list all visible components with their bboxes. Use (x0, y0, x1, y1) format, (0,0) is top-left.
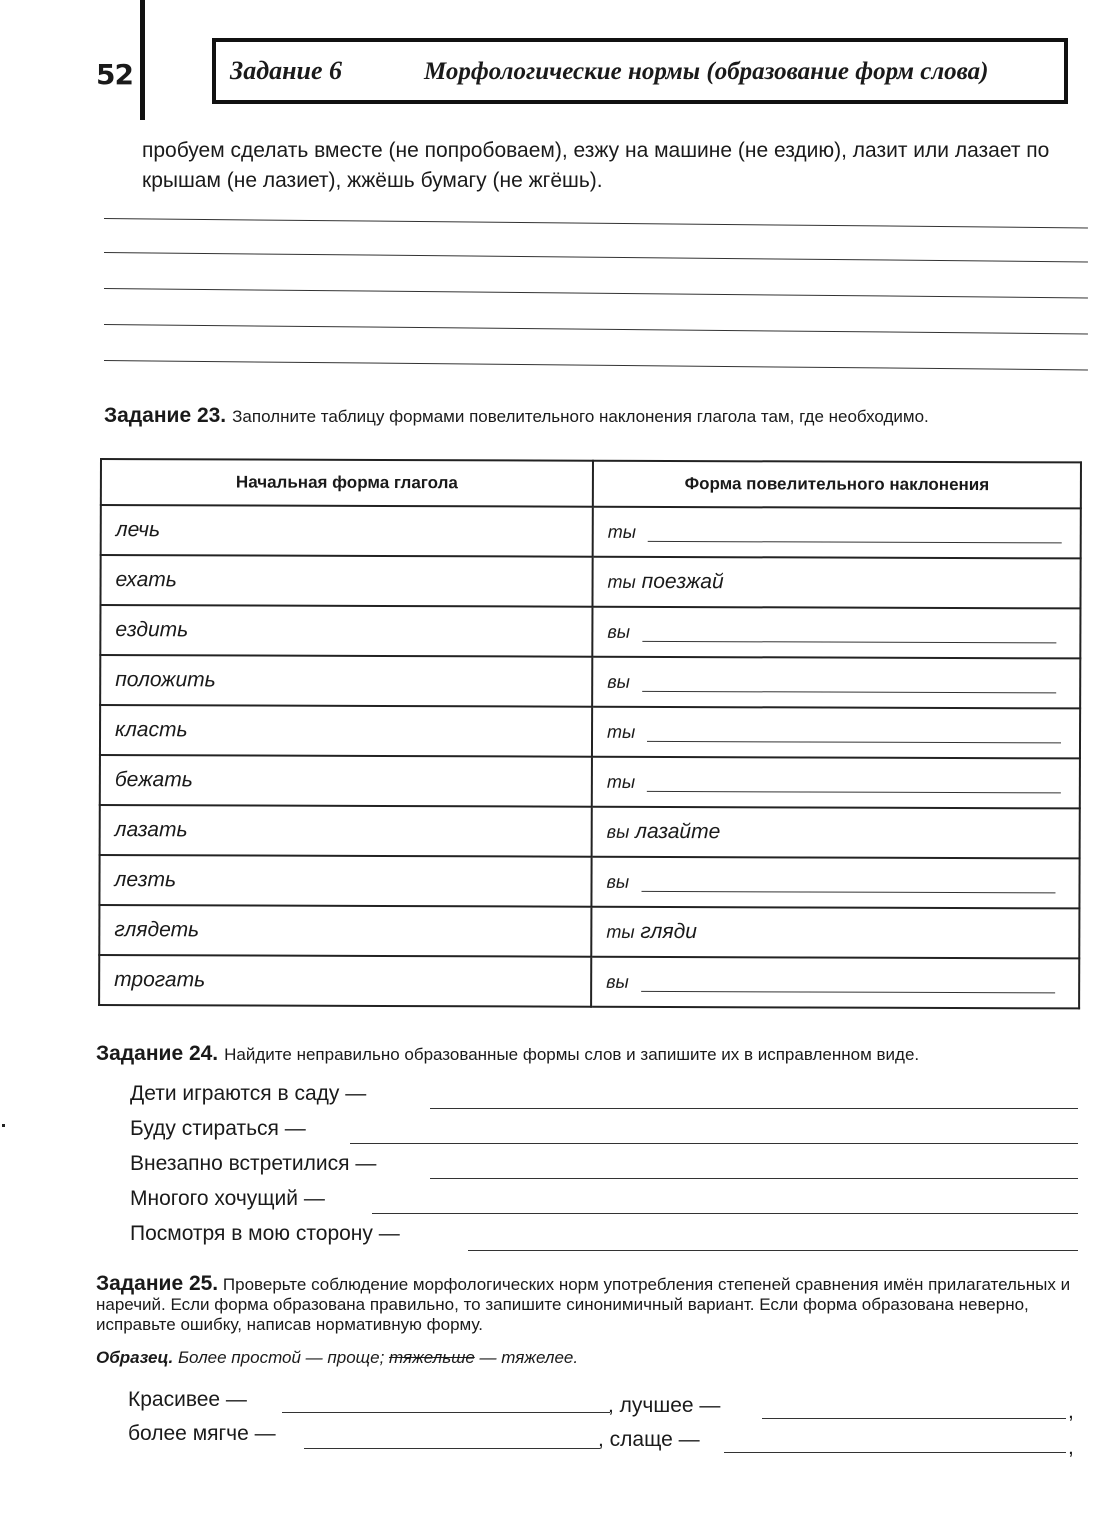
task24-label: Задание 24. (96, 1042, 219, 1065)
table-row (100, 705, 1080, 758)
pronoun: вы (606, 821, 630, 842)
col-header-imperative: Форма повелительного наклонения (593, 461, 1081, 509)
answer-cell[interactable] (591, 857, 1079, 909)
answer-blank[interactable] (647, 723, 1061, 743)
verb-cell: трогать (99, 955, 591, 1007)
pronoun: ты (607, 721, 636, 742)
answer-cell[interactable] (592, 657, 1080, 709)
task24-answer-line[interactable] (468, 1250, 1078, 1251)
page-number: 52 (96, 58, 133, 91)
task23-label: Задание 23. (104, 404, 227, 427)
answer-cell[interactable] (593, 507, 1081, 559)
task24-answer-line[interactable] (430, 1178, 1078, 1179)
task25-item-right: , слаще — (598, 1428, 700, 1451)
answer-line[interactable] (104, 324, 1088, 334)
answer-line[interactable] (104, 360, 1088, 370)
verb-cell: лечь (101, 505, 593, 557)
task25-text: Проверьте соблюдение морфологических норм употребления степеней сравнения имён прилагательных и наречий. Если форма образована правильно, то запишите синонимичный вариант. Если форма образована неверно, исправьте ошибку, написав нормативную форму. (96, 1275, 1071, 1334)
imperative-table (98, 458, 1082, 1009)
header-task-label: Задание 6 (230, 56, 343, 85)
sample-part2: — тяжелее. (479, 1348, 579, 1367)
table-row (99, 955, 1079, 1008)
table-row (100, 605, 1080, 658)
answer-blank[interactable] (642, 673, 1056, 693)
task25-answer-line[interactable] (304, 1448, 600, 1449)
verb-cell: лезть (99, 855, 591, 907)
task24-item: Буду стираться — (130, 1117, 306, 1140)
pronoun: вы (607, 621, 631, 642)
answer-blank[interactable] (641, 873, 1055, 893)
task24-answer-line[interactable] (372, 1213, 1078, 1214)
pronoun: вы (606, 971, 629, 992)
pronoun: вы (606, 871, 630, 892)
col-header-initial: Начальная форма глагола (101, 459, 593, 507)
verb-cell: ездить (100, 605, 592, 657)
verb-cell: класть (100, 705, 592, 757)
answer-blank[interactable] (647, 773, 1061, 793)
answer-blank[interactable] (642, 623, 1056, 643)
pronoun: ты (606, 771, 636, 792)
table-row (100, 805, 1080, 858)
table-row (99, 905, 1079, 958)
task24-title (96, 1042, 919, 1066)
verb-cell: глядеть (99, 905, 591, 957)
task24-answer-line[interactable] (430, 1108, 1078, 1109)
task24-item: Посмотря в мою сторону — (130, 1222, 400, 1245)
task25-block (96, 1274, 1086, 1335)
answer-cell[interactable] (592, 757, 1080, 809)
sample-struck: тяжельше (389, 1348, 475, 1367)
pronoun: ты (606, 921, 635, 942)
task25-item-left: более мягче — (128, 1422, 276, 1445)
answer-cell (591, 907, 1079, 959)
filled-answer: лазайте (635, 819, 721, 844)
pronoun: вы (607, 671, 630, 692)
pronoun: ты (607, 521, 637, 542)
answer-cell (592, 807, 1080, 859)
pronoun: ты (607, 571, 636, 592)
scan-speck (2, 1124, 5, 1127)
verb-cell: лазать (100, 805, 592, 857)
filled-answer: гляди (640, 919, 697, 944)
intro-paragraph: пробуем сделать вместе (не попробоваем), езжу на машине (не ездию), лазит или лазает по крышам (не лазиет), жжёшь бумагу (не жгёшь). (142, 139, 1050, 192)
task25-item-right: , лучшее — (608, 1394, 721, 1417)
task25-sample (96, 1348, 578, 1368)
verb-cell: положить (100, 655, 592, 707)
task25-trailing-comma: , (1068, 1400, 1074, 1423)
filled-answer: поезжай (641, 569, 724, 594)
answer-cell[interactable] (592, 707, 1080, 759)
task25-answer-line[interactable] (762, 1418, 1066, 1419)
header-topic: Морфологические нормы (образование форм слова) (424, 58, 989, 85)
table-row (100, 555, 1080, 608)
sample-label: Образец. (96, 1348, 174, 1367)
answer-blank[interactable] (641, 973, 1055, 993)
task25-trailing-comma: , (1068, 1436, 1074, 1459)
answer-cell[interactable] (592, 607, 1080, 659)
task25-item-left: Красивее — (128, 1388, 247, 1411)
page-header (212, 38, 1068, 104)
table-row (101, 505, 1081, 558)
table-row (99, 855, 1079, 908)
task25-answer-line[interactable] (282, 1412, 610, 1413)
answer-line[interactable] (104, 288, 1088, 298)
task24-item: Многого хочущий — (130, 1187, 325, 1210)
answer-cell (592, 557, 1080, 609)
verb-cell: бежать (100, 755, 592, 807)
sample-part1: Более простой — проще; (177, 1348, 385, 1367)
answer-cell[interactable] (591, 957, 1079, 1009)
task24-item: Внезапно встретилися — (130, 1152, 377, 1175)
task24-text: Найдите неправильно образованные формы слов и запишите их в исправленном виде. (224, 1045, 920, 1064)
task25-label: Задание 25. (96, 1272, 219, 1295)
answer-line[interactable] (104, 252, 1088, 262)
task23-title (104, 404, 929, 428)
verb-cell: ехать (100, 555, 592, 607)
margin-rule (140, 0, 145, 120)
task25-answer-line[interactable] (724, 1452, 1066, 1453)
table-row (100, 755, 1080, 808)
answer-line[interactable] (104, 218, 1088, 228)
task24-answer-line[interactable] (350, 1143, 1078, 1144)
answer-blank[interactable] (648, 523, 1062, 543)
task23-text: Заполните таблицу формами повелительного наклонения глагола там, где необходимо. (232, 407, 929, 426)
task24-item: Дети играются в саду — (130, 1082, 367, 1105)
table-row (100, 655, 1080, 708)
